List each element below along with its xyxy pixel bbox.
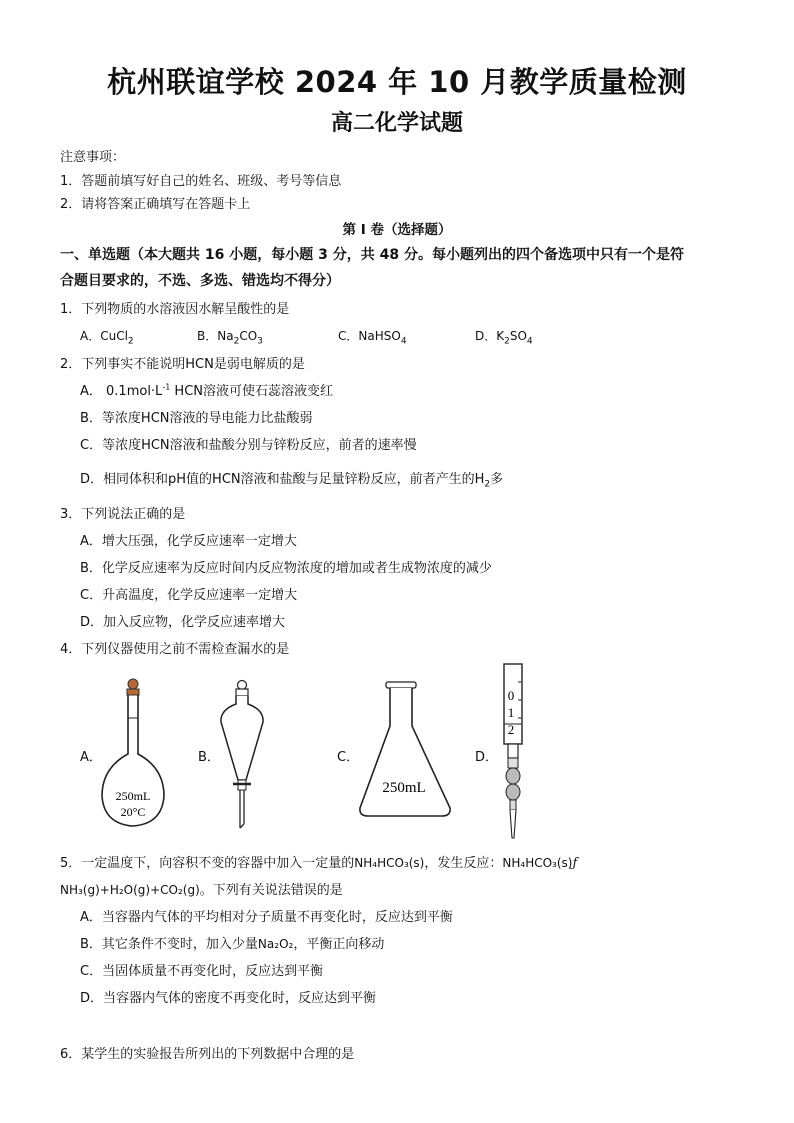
burette-mark-1: 1	[507, 705, 515, 720]
q5-stem-line2: NH₃(g)+H₂O(g)+CO₂(g)。下列有关说法错误的是	[60, 883, 343, 898]
exam-title: 杭州联谊学校 2024 年 10 月教学质量检测	[107, 65, 687, 99]
section-instruction-line1: 一、单选题（本大题共 16 小题，每小题 3 分，共 48 分。每小题列出的四个备选项中只有一个是符	[60, 247, 684, 263]
q3-option-b: B．化学反应速率为反应时间内反应物浓度的增加或者生成物浓度的减少	[80, 561, 492, 576]
q3-option-a: A．增大压强，化学反应速率一定增大	[80, 534, 297, 549]
q4-label-d: D．	[475, 750, 499, 765]
conical-flask-icon	[356, 680, 456, 820]
q6-stem: 6．某学生的实验报告所列出的下列数据中合理的是	[60, 1047, 355, 1062]
flask-a-volume: 250mL	[115, 789, 151, 803]
q1-option-c: C．NaHSO$_4$	[338, 329, 407, 347]
flask-a-temp: 20°C	[120, 805, 146, 819]
q2-option-b: B．等浓度HCN溶液的导电能力比盐酸弱	[80, 411, 313, 426]
exam-subtitle: 高二化学试题	[330, 111, 463, 136]
q2-option-d: D．相同体积和pH值的HCN溶液和盐酸与足量锌粉反应，前者产生的$H_2$多	[80, 472, 504, 490]
q5-option-b: B．其它条件不变时，加入少量Na₂O₂，平衡正向移动	[80, 937, 385, 952]
q5-option-a: A．当容器内气体的平均相对分子质量不再变化时，反应达到平衡	[80, 910, 453, 925]
notes-heading: 注意事项：	[60, 150, 126, 165]
q4-label-b: B．	[198, 750, 220, 765]
burette-mark-0: 0	[507, 688, 515, 703]
q5-option-c: C．当固体质量不再变化时，反应达到平衡	[80, 964, 324, 979]
notes-item-2: 2．请将答案正确填写在答题卡上	[60, 197, 251, 212]
q5-stem-line1: 5．一定温度下，向容积不变的容器中加入一定量的NH₄HCO₃(s)，发生反应：NH₄HCO₃(s)ƒ	[60, 856, 578, 871]
q3-option-c: C．升高温度，化学反应速率一定增大	[80, 588, 298, 603]
flask-c-volume: 250mL	[382, 780, 426, 796]
q4-label-c: C．	[337, 750, 360, 765]
q4-stem: 4．下列仪器使用之前不需检查漏水的是	[60, 642, 290, 657]
q2-option-c: C．等浓度HCN溶液和盐酸分别与锌粉反应，前者的速率慢	[80, 438, 417, 453]
section-instruction-line2: 合题目要求的，不选、多选、错选均不得分）	[60, 273, 340, 289]
q3-option-d: D．加入反应物，化学反应速率增大	[80, 615, 286, 630]
burette-icon	[494, 662, 534, 842]
separatory-funnel-icon	[218, 676, 268, 836]
q1-option-d: D．$K_2SO_4$	[475, 329, 533, 347]
q2-option-a: A． $0.1mol\cdot L^{-1}$ HCN溶液可使石蕊溶液变红	[80, 382, 334, 399]
notes-item-1: 1．答题前填写好自己的姓名、班级、考号等信息	[60, 174, 342, 189]
volumetric-flask-icon	[96, 676, 176, 836]
q1-option-b: B．$Na_2CO_3$	[197, 329, 263, 347]
burette-mark-2: 2	[507, 722, 515, 737]
q5-option-d: D．当容器内气体的密度不再变化时，反应达到平衡	[80, 991, 377, 1006]
q4-label-a: A．	[80, 750, 102, 765]
q2-stem: 2．下列事实不能说明HCN是弱电解质的是	[60, 357, 305, 372]
section-title: 第 I 卷（选择题）	[342, 222, 452, 238]
q3-stem: 3．下列说法正确的是	[60, 507, 186, 522]
q1-option-a: A．CuCl$_2$	[80, 329, 134, 347]
q1-stem: 1．下列物质的水溶液因水解呈酸性的是	[60, 302, 290, 317]
